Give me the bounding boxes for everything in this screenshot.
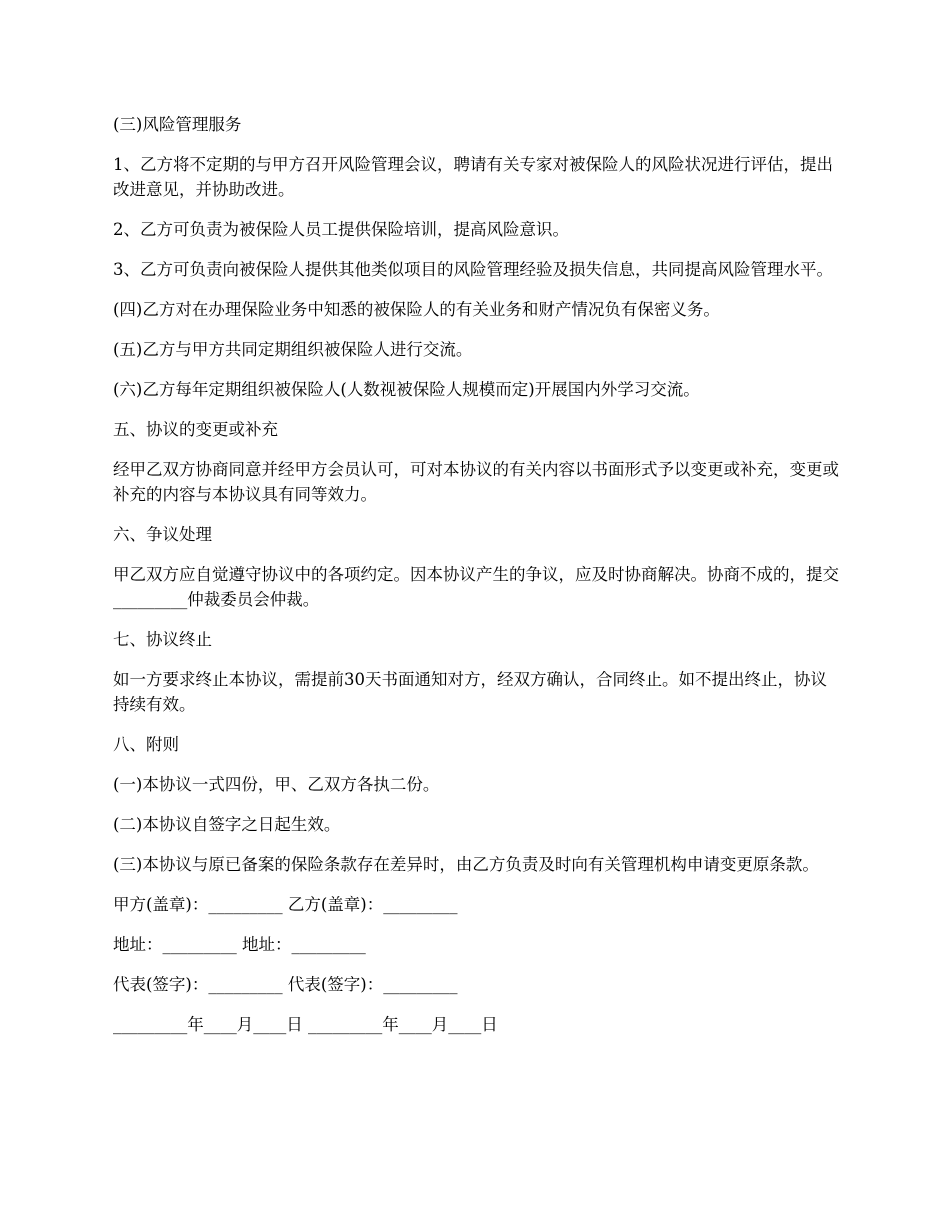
heading-amendment: 五、协议的变更或补充 [113, 420, 278, 439]
heading-risk-management-service: (三)风险管理服务 [113, 115, 242, 134]
clause-amendment: 经甲乙双方协商同意并经甲方会员认可，可对本协议的有关内容以书面形式予以变更或补充，变更或补充的内容与本协议具有同等效力。 [113, 460, 839, 504]
clause-discrepancy: (三)本协议与原已备案的保险条款存在差异时，由乙方负责及时向有关管理机构申请变更原条款。 [113, 855, 819, 874]
heading-appendix: 八、附则 [113, 735, 179, 754]
clause-experience-sharing: 3、乙方可负责向被保险人提供其他类似项目的风险管理经验及损失信息，共同提高风险管理水平。 [113, 260, 833, 279]
signature-seal-line: 甲方(盖章)：_________ 乙方(盖章)：_________ [113, 895, 458, 914]
signature-address-line: 地址：_________ 地址：_________ [113, 935, 366, 954]
clause-termination: 如一方要求终止本协议，需提前30天书面通知对方，经双方确认，合同终止。如不提出终止，协议持续有效。 [113, 670, 827, 714]
clause-confidentiality: (四)乙方对在办理保险业务中知悉的被保险人的有关业务和财产情况负有保密义务。 [113, 300, 720, 319]
heading-termination: 七、协议终止 [113, 630, 212, 649]
signature-date-line: _________年____月____日 _________年____月____日 [113, 1015, 498, 1034]
clause-insurance-training: 2、乙方可负责为被保险人员工提供保险培训，提高风险意识。 [113, 220, 569, 239]
signature-representative-line: 代表(签字)：_________ 代表(签字)：_________ [113, 975, 458, 994]
clause-annual-study-exchange: (六)乙方每年定期组织被保险人(人数视被保险人规模而定)开展国内外学习交流。 [113, 380, 700, 399]
clause-dispute: 甲乙双方应自觉遵守协议中的各项约定。因本协议产生的争议，应及时协商解决。协商不成的，提交_________仲裁委员会仲裁。 [113, 565, 839, 609]
heading-dispute: 六、争议处理 [113, 525, 212, 544]
clause-joint-exchange: (五)乙方与甲方共同定期组织被保险人进行交流。 [113, 340, 473, 359]
clause-risk-meeting: 1、乙方将不定期的与甲方召开风险管理会议，聘请有关专家对被保险人的风险状况进行评估，提出改进意见，并协助改进。 [113, 155, 833, 199]
clause-effective-date: (二)本协议自签字之日起生效。 [113, 815, 341, 834]
clause-copies: (一)本协议一式四份，甲、乙双方各执二份。 [113, 775, 440, 794]
document-body [113, 112, 843, 1052]
